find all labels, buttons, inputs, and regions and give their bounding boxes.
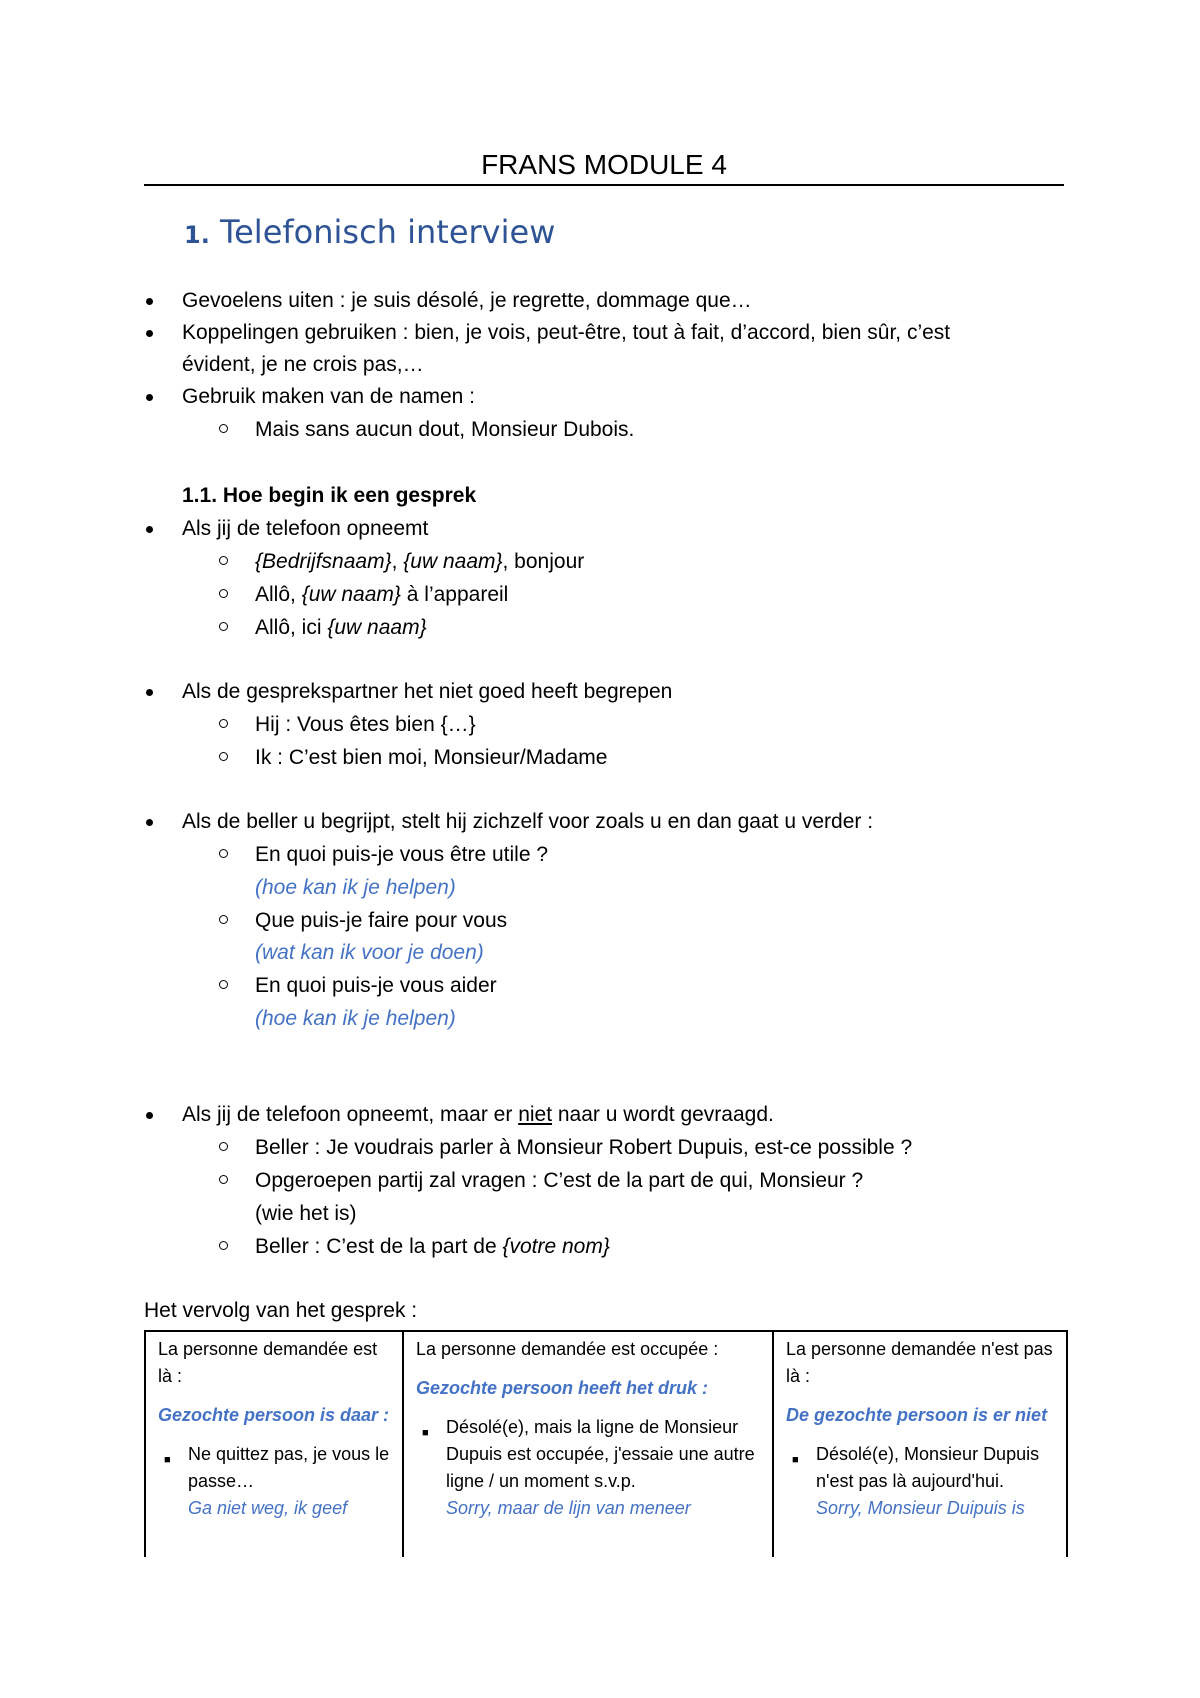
circle-bullet-icon	[219, 980, 228, 989]
table-cell-absent	[773, 1331, 1067, 1557]
bullet-icon	[146, 819, 153, 826]
translation: (hoe kan ik je helpen)	[255, 876, 456, 899]
sub-list-item	[255, 547, 584, 577]
list-item-text: Gebruik maken van de namen :	[182, 385, 475, 408]
translation: (hoe kan ik je helpen)	[255, 1007, 456, 1030]
placeholder-text: {uw naam}	[327, 616, 427, 639]
circle-bullet-icon	[219, 589, 228, 598]
list-item-text: Mais sans aucun dout, Monsieur Dubois.	[255, 418, 635, 441]
translation: (wat kan ik voor je doen)	[255, 941, 484, 964]
cell-item	[158, 1441, 392, 1495]
sub-list-item	[255, 1166, 863, 1196]
bullet-icon: ■	[164, 1454, 171, 1466]
bullet-icon	[146, 330, 153, 337]
section-number: 1.	[184, 221, 210, 249]
document-title: FRANS MODULE 4	[481, 149, 727, 180]
cell-item	[416, 1414, 762, 1495]
list-item-text: Als jij de telefoon opneemt	[182, 517, 429, 540]
circle-bullet-icon	[219, 1142, 228, 1151]
bullet-icon	[146, 298, 153, 305]
bullet-icon	[146, 394, 153, 401]
list-item	[182, 382, 475, 412]
bullet-icon	[146, 689, 153, 696]
placeholder-text: {votre nom}	[502, 1235, 610, 1258]
cell-translation: Ga niet weg, ik geef	[188, 1498, 348, 1518]
sub-list-item	[255, 710, 476, 740]
cell-item-text: Ne quittez pas, je vous le passe…	[188, 1444, 390, 1491]
sub-list-item	[255, 840, 548, 870]
circle-bullet-icon	[219, 424, 228, 433]
circle-bullet-icon	[219, 719, 228, 728]
list-item	[182, 807, 873, 837]
list-item	[182, 677, 672, 707]
translation: (wie het is)	[255, 1202, 357, 1225]
title-rule	[144, 184, 1064, 186]
placeholder-text: {Bedrijfsnaam}	[255, 550, 392, 573]
table-row	[145, 1331, 1067, 1557]
text: , bonjour	[502, 550, 585, 573]
section-heading	[184, 210, 555, 257]
circle-bullet-icon	[219, 849, 228, 858]
text: Beller : C’est de la part de	[255, 1235, 503, 1258]
cell-translation: Sorry, maar de lijn van meneer	[446, 1498, 691, 1518]
list-item-text: Beller : Je voudrais parler à Monsieur Robert Dupuis, est-ce possible ?	[255, 1136, 913, 1159]
cell-item	[786, 1441, 1056, 1495]
sub-list-item	[255, 1133, 912, 1163]
text: Als jij de telefoon opneemt, maar er	[182, 1103, 519, 1126]
sub-list-item	[255, 580, 508, 610]
cell-item-text: Désolé(e), Monsieur Dupuis n'est pas là aujourd'hui.	[816, 1444, 1040, 1491]
text: Allô,	[255, 583, 302, 606]
section-title: Telefonisch interview	[220, 213, 556, 251]
subsection-heading	[182, 481, 476, 511]
list-item-text: Opgeroepen partij zal vragen : C’est de la part de qui, Monsieur ?	[255, 1169, 864, 1192]
table-cell-present	[145, 1331, 403, 1557]
sub-list-item	[255, 613, 427, 643]
cell-heading: La personne demandée est là :	[158, 1339, 378, 1386]
cell-subheading: Gezochte persoon is daar :	[158, 1405, 390, 1425]
bullet-icon: ■	[792, 1454, 799, 1466]
list-item-text: Ik : C’est bien moi, Monsieur/Madame	[255, 746, 608, 769]
list-item-text: Hij : Vous êtes bien {…}	[255, 713, 476, 736]
cell-heading: La personne demandée est occupée :	[416, 1339, 719, 1359]
cell-heading: La personne demandée n'est pas là :	[786, 1339, 1053, 1386]
french-phrase: Que puis-je faire pour vous	[255, 909, 508, 932]
list-item-continuation: évident, je ne crois pas,…	[182, 353, 424, 376]
circle-bullet-icon	[219, 915, 228, 924]
french-phrase: En quoi puis-je vous être utile ?	[255, 843, 549, 866]
underlined-text: niet	[518, 1103, 553, 1126]
circle-bullet-icon	[219, 1241, 228, 1250]
list-item-text: Als de gesprekspartner het niet goed heeft begrepen	[182, 680, 673, 703]
followup-table	[144, 1330, 1068, 1557]
cell-subheading: De gezochte persoon is er niet	[786, 1405, 1048, 1425]
followup-label: Het vervolg van het gesprek :	[144, 1299, 418, 1322]
circle-bullet-icon	[219, 752, 228, 761]
table-cell-busy	[403, 1331, 773, 1557]
list-item	[182, 514, 428, 544]
sub-list-item	[255, 906, 507, 936]
sub-list-item	[255, 415, 634, 445]
subsection-title: Hoe begin ik een gesprek	[222, 484, 477, 507]
list-item-text: Koppelingen gebruiken : bien, je vois, peut-être, tout à fait, d’accord, bien sûr, c’est	[182, 321, 951, 344]
list-item	[182, 1100, 774, 1130]
circle-bullet-icon	[219, 622, 228, 631]
subsection-number: 1.1.	[182, 484, 218, 507]
bullet-icon: ■	[422, 1427, 429, 1439]
text: à l’appareil	[400, 583, 509, 606]
text: Allô, ici	[255, 616, 328, 639]
placeholder-text: {uw naam}	[301, 583, 401, 606]
text: naar u wordt gevraagd.	[552, 1103, 774, 1126]
circle-bullet-icon	[219, 556, 228, 565]
bullet-icon	[146, 1112, 153, 1119]
list-item	[182, 286, 752, 316]
french-phrase: En quoi puis-je vous aider	[255, 974, 497, 997]
cell-subheading: Gezochte persoon heeft het druk :	[416, 1378, 709, 1398]
sub-list-item	[255, 743, 607, 773]
list-item-text: Gevoelens uiten : je suis désolé, je regrette, dommage que…	[182, 289, 752, 312]
placeholder-text: {uw naam}	[403, 550, 503, 573]
sub-list-item	[255, 971, 497, 1001]
list-item-text: Als de beller u begrijpt, stelt hij zichzelf voor zoals u en dan gaat u verder :	[182, 810, 874, 833]
sub-list-item	[255, 1232, 610, 1262]
cell-translation: Sorry, Monsieur Duipuis is	[816, 1498, 1025, 1518]
circle-bullet-icon	[219, 1175, 228, 1184]
list-item	[182, 318, 950, 348]
text: ,	[391, 550, 404, 573]
cell-item-text: Désolé(e), mais la ligne de Monsieur Dupuis est occupée, j'essaie une autre ligne / un moment s.v.p.	[446, 1417, 755, 1491]
bullet-icon	[146, 526, 153, 533]
